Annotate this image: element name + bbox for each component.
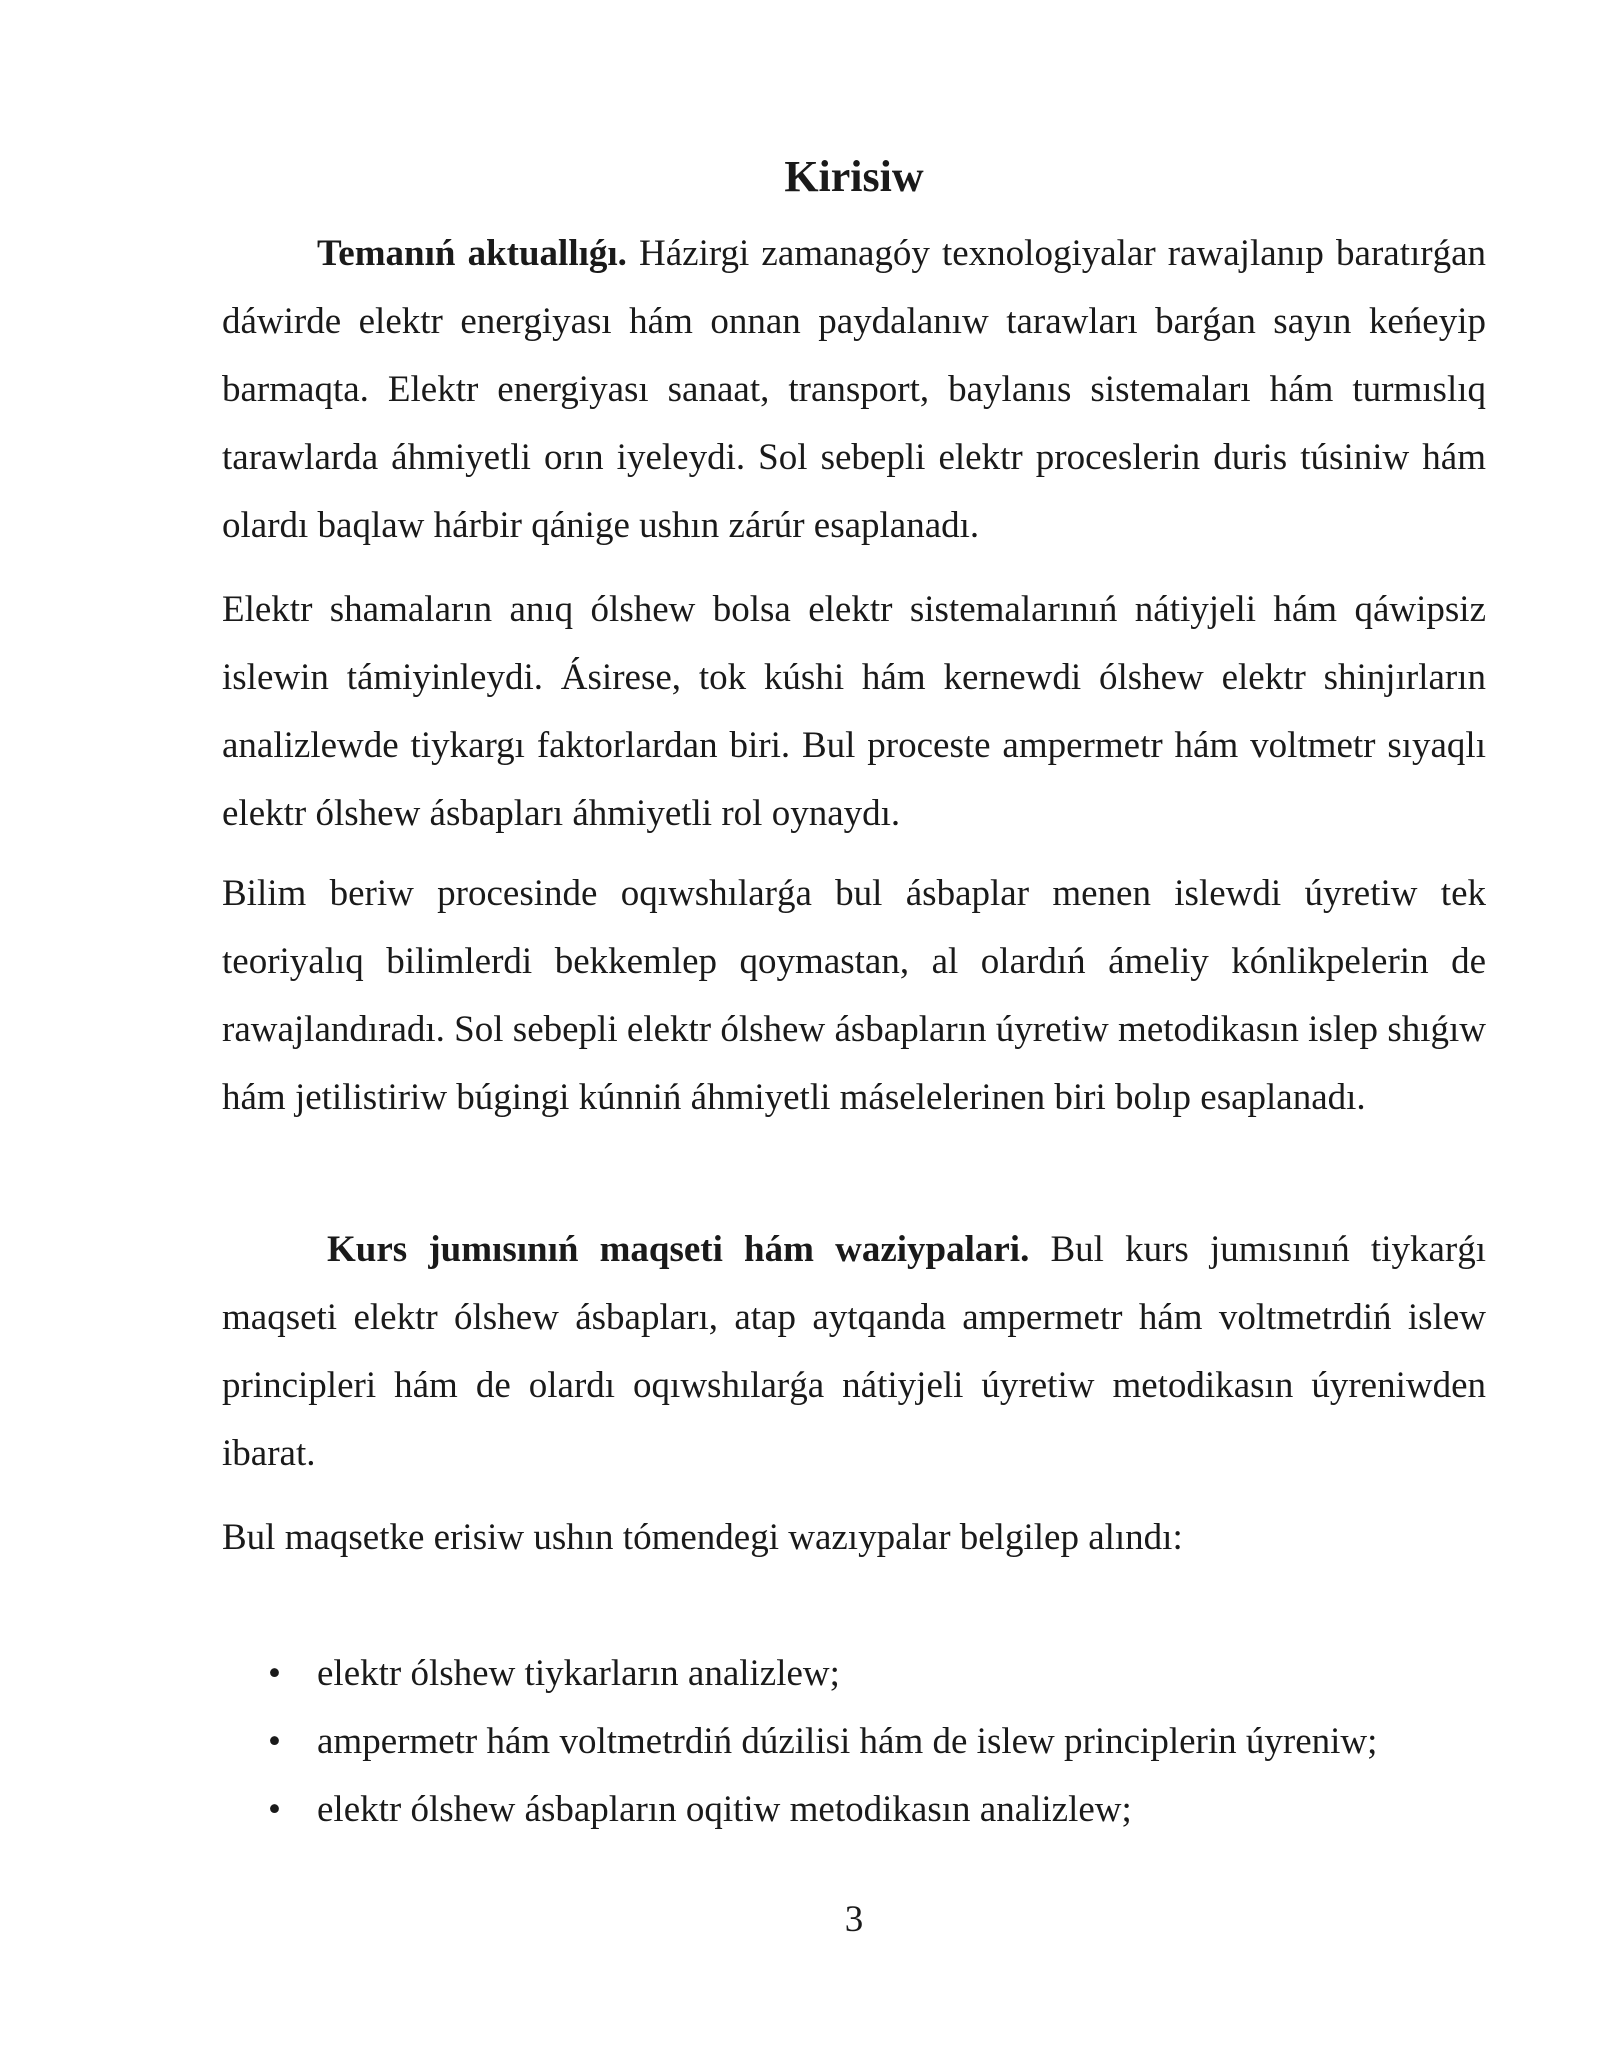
paragraph-actuality bbox=[222, 220, 1486, 560]
page-number: 3 bbox=[844, 1899, 864, 1940]
task-text: ampermetr hám voltmetrdiń dúzilisi hám de islew principlerin úyreniw; bbox=[317, 1721, 1378, 1762]
goal-text: Bul kurs jumısınıń tiykarǵı maqseti elektr ólshew ásbapları, atap aytqanda ampermetr hám voltmetrdiń islew principleri hám de olardı oqıwshılarǵa nátiyjeli úyretiw metodikasın úyreniwden ibarat. bbox=[222, 1229, 1486, 1474]
page-title: Kirisiw bbox=[784, 152, 924, 201]
bullet-icon: • bbox=[268, 1653, 281, 1694]
list-item bbox=[222, 1708, 1486, 1776]
bullet-icon: • bbox=[268, 1721, 281, 1762]
paragraph-education: Bilim beriw procesinde oqıwshılarǵa bul ásbaplar menen islewdi úyretiw tek teoriyalıq bilimlerdi bekkemlep qoymastan, al olardıń ámeliy kónlikpelerin de rawajlandıradı. Sol sebepli elektr ólshew ásbapların úyretiw metodikasın islep shıǵıw hám jetilistiriw búgingi kúnniń áhmiyetli máselelerinen biri bolıp esaplanadı. bbox=[222, 873, 1486, 1118]
actuality-text: Házirgi zamanagóy texnologiyalar rawajlanıp baratırǵan dáwirde elektr energiyası hám onnan paydalanıw tarawları barǵan sayın keńeyip barmaqta. Elektr energiyası sanaat, transport, baylanıs sistemaları hám turmıslıq tarawlarda áhmiyetli orın iyeleydi. Sol sebepli elektr proceslerin duris túsiniw hám olardı baqlaw hárbir qánige ushın zárúr esaplanadı. bbox=[222, 233, 1487, 546]
paragraph-measurement: Elektr shamaların anıq ólshew bolsa elektr sistemalarınıń nátiyjeli hám qáwipsiz islewin támiyinleydi. Ásirese, tok kúshi hám kernewdi ólshew elektr shinjırların analizlewde tiykargı faktorlardan biri. Bul proceste ampermetr hám voltmetr sıyaqlı elektr ólshew ásbapları áhmiyetli rol oynaydı. bbox=[222, 589, 1486, 834]
list-item bbox=[222, 1776, 1486, 1844]
actuality-heading: Temanıń aktuallıǵı. bbox=[317, 233, 627, 274]
paragraph-goal bbox=[222, 1216, 1486, 1488]
paragraph-tasks-intro: Bul maqsetke erisiw ushın tómendegi wazıypalar belgilep alındı: bbox=[222, 1517, 1183, 1558]
bullet-icon: • bbox=[268, 1789, 281, 1830]
document-page bbox=[222, 0, 1486, 2070]
tasks-list bbox=[222, 1640, 1486, 1844]
list-item bbox=[222, 1640, 1486, 1708]
task-text: elektr ólshew ásbapların oqitiw metodikasın analizlew; bbox=[317, 1789, 1132, 1830]
task-text: elektr ólshew tiykarların analizlew; bbox=[317, 1653, 840, 1694]
goal-heading: Kurs jumısınıń maqseti hám waziypalari. bbox=[327, 1229, 1030, 1270]
